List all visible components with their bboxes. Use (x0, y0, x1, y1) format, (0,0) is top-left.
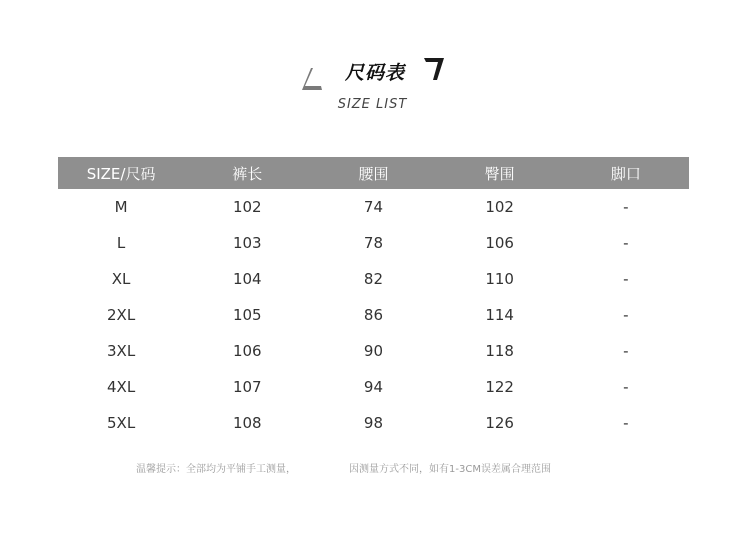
table-header-row (58, 157, 689, 189)
leg-opening-cell: - (623, 342, 629, 360)
measurement-note: 温馨提示：全部均为平铺手工测量， (136, 464, 296, 475)
waist-cell: 74 (363, 198, 384, 216)
hip-cell: 126 (485, 414, 514, 432)
size-cell: M (114, 198, 128, 216)
table-row (58, 369, 689, 405)
column-header-leg-opening: 脚口 (563, 157, 689, 189)
leg-opening-cell: - (623, 198, 629, 216)
size-cell: 4XL (107, 378, 136, 396)
page-title: 尺码表 (344, 62, 405, 84)
size-cell: 5XL (107, 414, 136, 432)
table-row (58, 189, 689, 225)
column-header-hip: 臀围 (437, 157, 563, 189)
page-subtitle: SIZE LIST (337, 97, 408, 112)
size-cell: 2XL (107, 306, 136, 324)
waist-cell: 90 (363, 342, 384, 360)
leg-opening-cell: - (623, 378, 629, 396)
size-table (58, 157, 689, 441)
column-header-size: SIZE/尺码 (58, 157, 184, 189)
hip-cell: 118 (485, 342, 514, 360)
pants-length-cell: 102 (232, 198, 262, 216)
table-row (58, 333, 689, 369)
leg-opening-cell: - (623, 306, 629, 324)
hip-cell: 110 (485, 270, 514, 288)
waist-cell: 94 (363, 378, 384, 396)
tolerance-note: 因测量方式不同，如有1-3CM误差属合理范围 (349, 464, 551, 475)
table-row (58, 405, 689, 441)
column-header-pants-length: 裤长 (184, 157, 310, 189)
waist-cell: 82 (363, 270, 384, 288)
pants-length-cell: 104 (232, 270, 262, 288)
leg-opening-cell: - (623, 414, 629, 432)
table-row (58, 297, 689, 333)
waist-cell: 86 (363, 306, 384, 324)
leg-opening-cell: - (623, 234, 629, 252)
table-row (58, 225, 689, 261)
hip-cell: 102 (485, 198, 514, 216)
table-row (58, 261, 689, 297)
pants-length-cell: 105 (232, 306, 262, 324)
hip-cell: 106 (485, 234, 514, 252)
column-header-waist: 腰围 (310, 157, 436, 189)
hip-cell: 114 (485, 306, 514, 324)
size-list-header (0, 52, 750, 122)
size-cell: XL (111, 270, 131, 288)
left-bracket-icon (302, 66, 326, 92)
pants-length-cell: 106 (232, 342, 262, 360)
waist-cell: 98 (363, 414, 384, 432)
waist-cell: 78 (363, 234, 384, 252)
pants-length-cell: 107 (232, 378, 262, 396)
hip-cell: 122 (485, 378, 514, 396)
size-cell: 3XL (107, 342, 136, 360)
right-bracket-icon (422, 56, 446, 82)
size-cell: L (116, 234, 126, 252)
pants-length-cell: 103 (232, 234, 262, 252)
pants-length-cell: 108 (232, 414, 262, 432)
leg-opening-cell: - (623, 270, 629, 288)
title-group (300, 52, 450, 92)
